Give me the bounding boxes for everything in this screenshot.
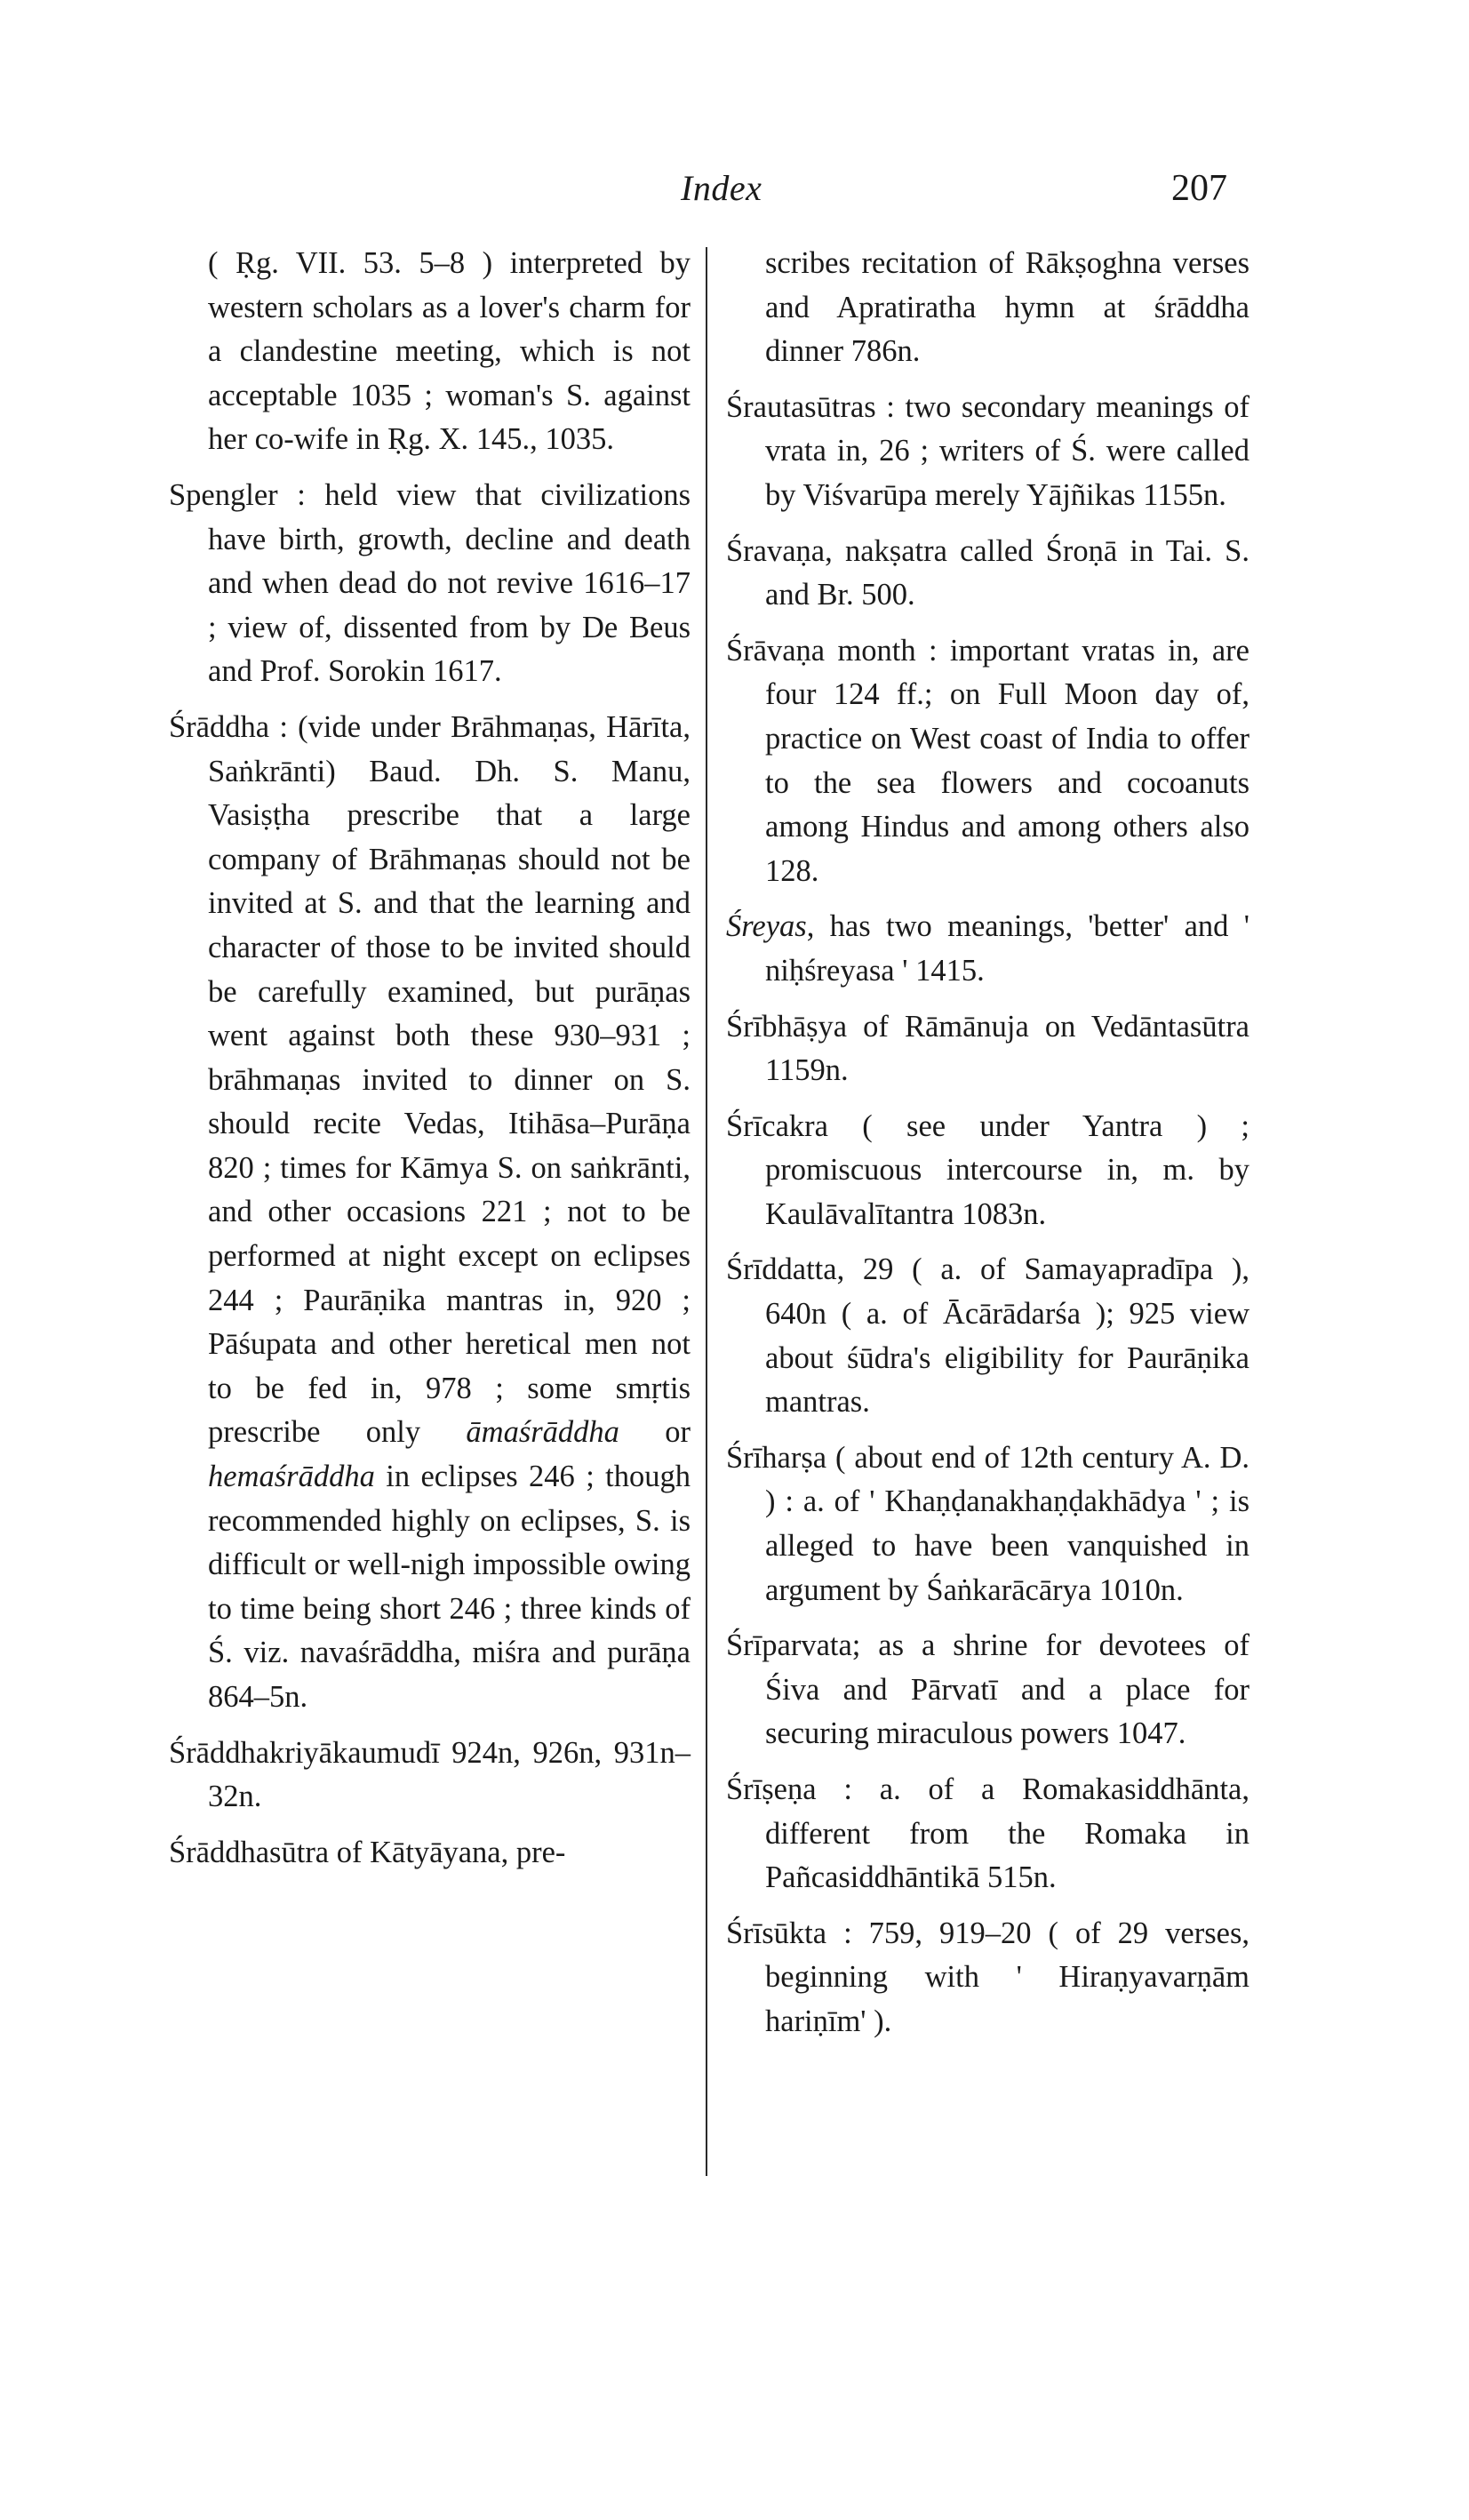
index-entry-srisukta xyxy=(726,1912,1249,2044)
entry-headword: Śrāvaṇa xyxy=(726,633,826,668)
index-column-left xyxy=(169,242,691,1886)
index-entry-sraddha xyxy=(169,706,691,1720)
entry-text: , has two meanings, 'better' and ' niḥśreyasa ' 1415. xyxy=(765,909,1249,988)
index-entry-srautasutras xyxy=(726,386,1249,518)
entry-headword: Spengler xyxy=(169,477,278,512)
entry-headword: Śrāddha xyxy=(169,709,270,744)
index-entry-sriddatta xyxy=(726,1248,1249,1424)
entry-text: : (vide under Brāhmaṇas, Hārīta, Saṅkrānti) Baud. Dh. S. Manu, Vasiṣṭha prescribe that a large company of Brāhmaṇas should not be invited at S. and that the learning and character of those to be invited should be carefully examined, but purāṇas went against both these 930–931 ; brāhmaṇas invited to dinner on S. should recite Vedas, Itihāsa–Purāṇa 820 ; times for Kāmya S. on saṅkrānti, and other occasions 221 ; not to be performed at night except on eclipses 244 ; Paurāṇika mantras in, 920 ; Pāśupata and other heretical men not to be fed in, 978 ; some smṛtis prescribe only xyxy=(208,709,691,1450)
entry-italic-term: hemaśrāddha xyxy=(208,1460,375,1494)
index-column-right xyxy=(726,242,1249,2056)
index-entry-sravana-month xyxy=(726,629,1249,894)
entry-text: scribes recitation of Rākṣoghna verses and Apratiratha hymn at śrāddha dinner 786n. xyxy=(765,246,1249,369)
entry-text: 924n, 926n, 931n–32n. xyxy=(208,1735,691,1814)
index-entry-sravana-naksatra xyxy=(726,530,1249,618)
entry-text: month : important vratas in, are four 124 ff.; on Full Moon day of, practice on West coast of India to offer to the sea flowers and cocoanuts among Hindus and among others also 128. xyxy=(765,633,1249,888)
index-entry-continuation xyxy=(169,242,691,462)
index-entry-sreyas xyxy=(726,905,1249,993)
entry-text: , 29 ( a. of Samayapradīpa ), 640n ( a. of Ācārādarśa ); 925 view about śūdra's eligibility for Paurāṇika mantras. xyxy=(765,1252,1249,1420)
entry-text: ( about end of 12th century A. D. ) : a. of ' Khaṇḍanakhaṇḍakhādya ' ; is alleged to have been vanquished in argument by Śaṅkarācārya 1010n. xyxy=(765,1440,1249,1607)
index-entry-sraddhakriyakaumudi xyxy=(169,1732,691,1820)
entry-text: ( Ṛg. VII. 53. 5–8 ) interpreted by western scholars as a lover's charm for a clandestine meeting, which is not acceptable 1035 ; woman's S. against her co-wife in Ṛg. X. 145., 1035. xyxy=(208,246,691,457)
entry-text: : two secondary meanings of vrata in, 26 ; writers of Ś. were called by Viśvarūpa merely Yājñikas 1155n. xyxy=(765,389,1249,512)
entry-headword: Śrīcakra xyxy=(726,1108,828,1143)
index-entry-sriharsa xyxy=(726,1436,1249,1612)
index-entry-sricakra xyxy=(726,1105,1249,1237)
entry-text: in eclipses 246 ; though recommended highly on eclipses, S. is difficult or well-nigh impossible owing to time being short 246 ; three kinds of Ś. viz. navaśrāddha, miśra and purāṇa 864–5n. xyxy=(208,1460,691,1714)
entry-text: of Rāmānuja on Vedāntasūtra 1159n. xyxy=(765,1009,1249,1088)
entry-headword: Śrautasūtras xyxy=(726,389,876,424)
entry-text: ( see under Yantra ) ; promiscuous intercourse in, m. by Kaulāvalītantra 1083n. xyxy=(765,1108,1249,1231)
entry-italic-term: āmaśrāddha xyxy=(466,1415,619,1450)
running-head-title: Index xyxy=(681,168,762,208)
page-number: 207 xyxy=(1171,168,1227,209)
entry-headword: Śrīharṣa xyxy=(726,1440,827,1475)
entry-text: : held view that civilizations have birth, growth, decline and death and when dead do not revive 1616–17 ; view of, dissented from by De Beus and Prof. Sorokin 1617. xyxy=(208,477,691,689)
index-entry-spengler xyxy=(169,474,691,694)
running-head xyxy=(0,160,1469,213)
entry-text: ; as a shrine for devotees of Śiva and Pārvatī and a place for securing miraculous powers 1047. xyxy=(765,1628,1249,1751)
index-entry-srisena xyxy=(726,1768,1249,1900)
entry-headword: Śrīddatta xyxy=(726,1252,837,1287)
entry-headword: Śrāddhakriyākaumudī xyxy=(169,1735,440,1770)
entry-text: of Kātyāyana, pre- xyxy=(329,1835,566,1869)
column-divider xyxy=(706,247,707,2176)
entry-headword: Śrībhāṣya xyxy=(726,1009,848,1044)
entry-headword: Śrāddhasūtra xyxy=(169,1835,330,1869)
entry-text: : 759, 919–20 ( of 29 verses, beginning with ' Hiraṇyavarṇām hariṇīm' ). xyxy=(765,1916,1249,2038)
index-entry-continuation xyxy=(726,242,1249,374)
entry-headword: Śrīsūkta xyxy=(726,1916,827,1950)
entry-text: or xyxy=(619,1415,691,1450)
index-entry-sribhasya xyxy=(726,1005,1249,1093)
entry-headword: Śrīṣeṇa xyxy=(726,1772,817,1806)
entry-headword: Śreyas xyxy=(726,909,807,944)
entry-headword: Śrīparvata xyxy=(726,1628,852,1663)
entry-text: : a. of a Romakasiddhānta, different from the Romaka in Pañcasiddhāntikā 515n. xyxy=(765,1772,1249,1895)
index-entry-sraddhasutra xyxy=(169,1831,691,1876)
entry-headword: Śravaṇa xyxy=(726,533,826,568)
entry-text: , nakṣatra called Śroṇā in Tai. S. and Br. 500. xyxy=(765,533,1249,612)
index-entry-sriparvata xyxy=(726,1624,1249,1756)
